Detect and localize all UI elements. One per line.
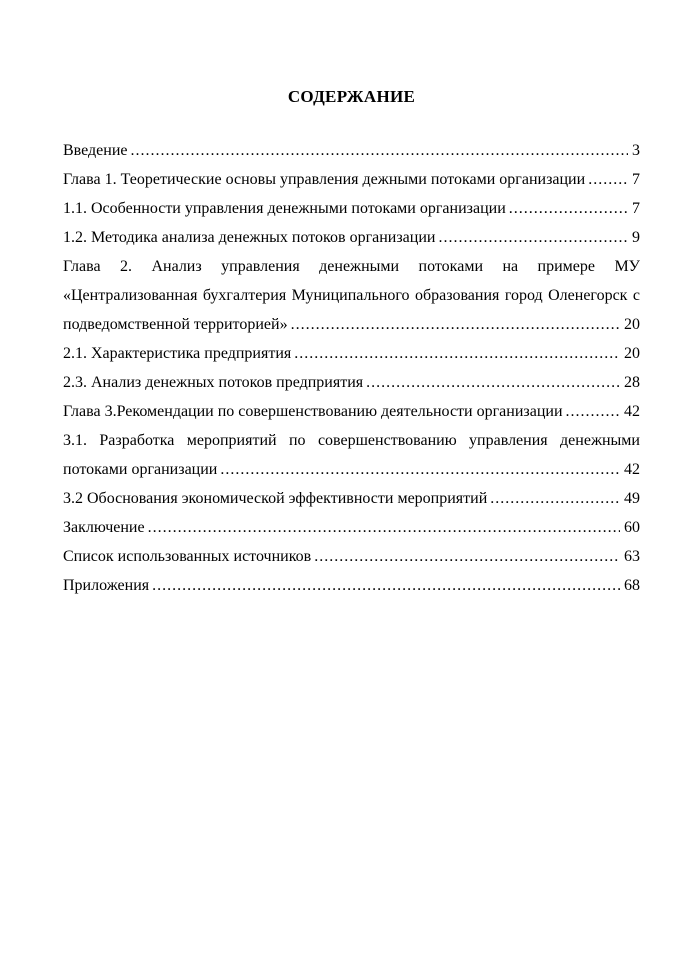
toc-page-number: 60 [624, 519, 640, 536]
toc-entry-text: «Централизованная бухгалтерия Муниципального образования город Оленегорск с [63, 287, 640, 304]
toc-entry-text: 2.1. Характеристика предприятия [63, 345, 292, 362]
toc-page-number: 20 [624, 316, 640, 333]
toc-entry [63, 165, 640, 194]
dot-leader [366, 368, 620, 397]
toc-entry [63, 368, 640, 397]
toc-entry [63, 426, 640, 455]
toc-entry-text: Глава 2. Анализ управления денежными потоками на примере МУ [63, 258, 640, 275]
toc-entry-text: Приложения [63, 577, 150, 594]
toc-entry-text: 1.2. Методика анализа денежных потоков организации [63, 229, 436, 246]
toc-entry-text: Список использованных источников [63, 548, 312, 565]
toc-entry [63, 455, 640, 484]
toc-entry [63, 513, 640, 542]
toc-page-number: 63 [624, 548, 640, 565]
toc-page-number: 42 [624, 403, 640, 420]
toc-entry-text: 3.2 Обоснования экономической эффективности мероприятий [63, 490, 488, 507]
dot-leader [438, 223, 628, 252]
toc-entry [63, 281, 640, 310]
toc-page-number: 3 [632, 142, 640, 159]
toc-entry-text: 2.3. Анализ денежных потоков предприятия [63, 374, 364, 391]
toc-entry [63, 252, 640, 281]
dot-leader [148, 513, 620, 542]
table-of-contents [63, 136, 640, 600]
toc-entry [63, 542, 640, 571]
toc-entry-text: потоками организации [63, 461, 218, 478]
toc-entry-text: Глава 1. Теоретические основы управления дежными потоками организации [63, 171, 586, 188]
toc-title: СОДЕРЖАНИЕ [287, 87, 416, 106]
toc-entry [63, 310, 640, 339]
dot-leader [152, 571, 620, 600]
dot-leader [314, 542, 620, 571]
toc-entry [63, 223, 640, 252]
dot-leader [131, 136, 629, 165]
dot-leader [291, 310, 620, 339]
dot-leader [566, 397, 620, 426]
dot-leader [490, 484, 620, 513]
dot-leader [509, 194, 628, 223]
toc-entry [63, 194, 640, 223]
toc-page-number: 7 [632, 171, 640, 188]
toc-entry-text: 3.1. Разработка мероприятий по совершенствованию управления денежными [63, 432, 640, 449]
dot-leader [294, 339, 620, 368]
toc-page-number: 20 [624, 345, 640, 362]
toc-entry [63, 571, 640, 600]
toc-page-number: 7 [632, 200, 640, 217]
toc-entry [63, 339, 640, 368]
dot-leader [220, 455, 620, 484]
dot-leader [588, 165, 628, 194]
toc-entry-text: Введение [63, 142, 128, 159]
toc-page-number: 68 [624, 577, 640, 594]
toc-entry-text: подведомственной территорией» [63, 316, 288, 333]
toc-entry-text: 1.1. Особенности управления денежными потоками организации [63, 200, 506, 217]
toc-page-number: 9 [632, 229, 640, 246]
toc-entry [63, 397, 640, 426]
toc-entry-text: Заключение [63, 519, 145, 536]
toc-entry [63, 484, 640, 513]
toc-entry-text: Глава 3.Рекомендации по совершенствованию деятельности организации [63, 403, 563, 420]
toc-page-number: 42 [624, 461, 640, 478]
toc-page-number: 49 [624, 490, 640, 507]
toc-page-number: 28 [624, 374, 640, 391]
toc-entry [63, 136, 640, 165]
